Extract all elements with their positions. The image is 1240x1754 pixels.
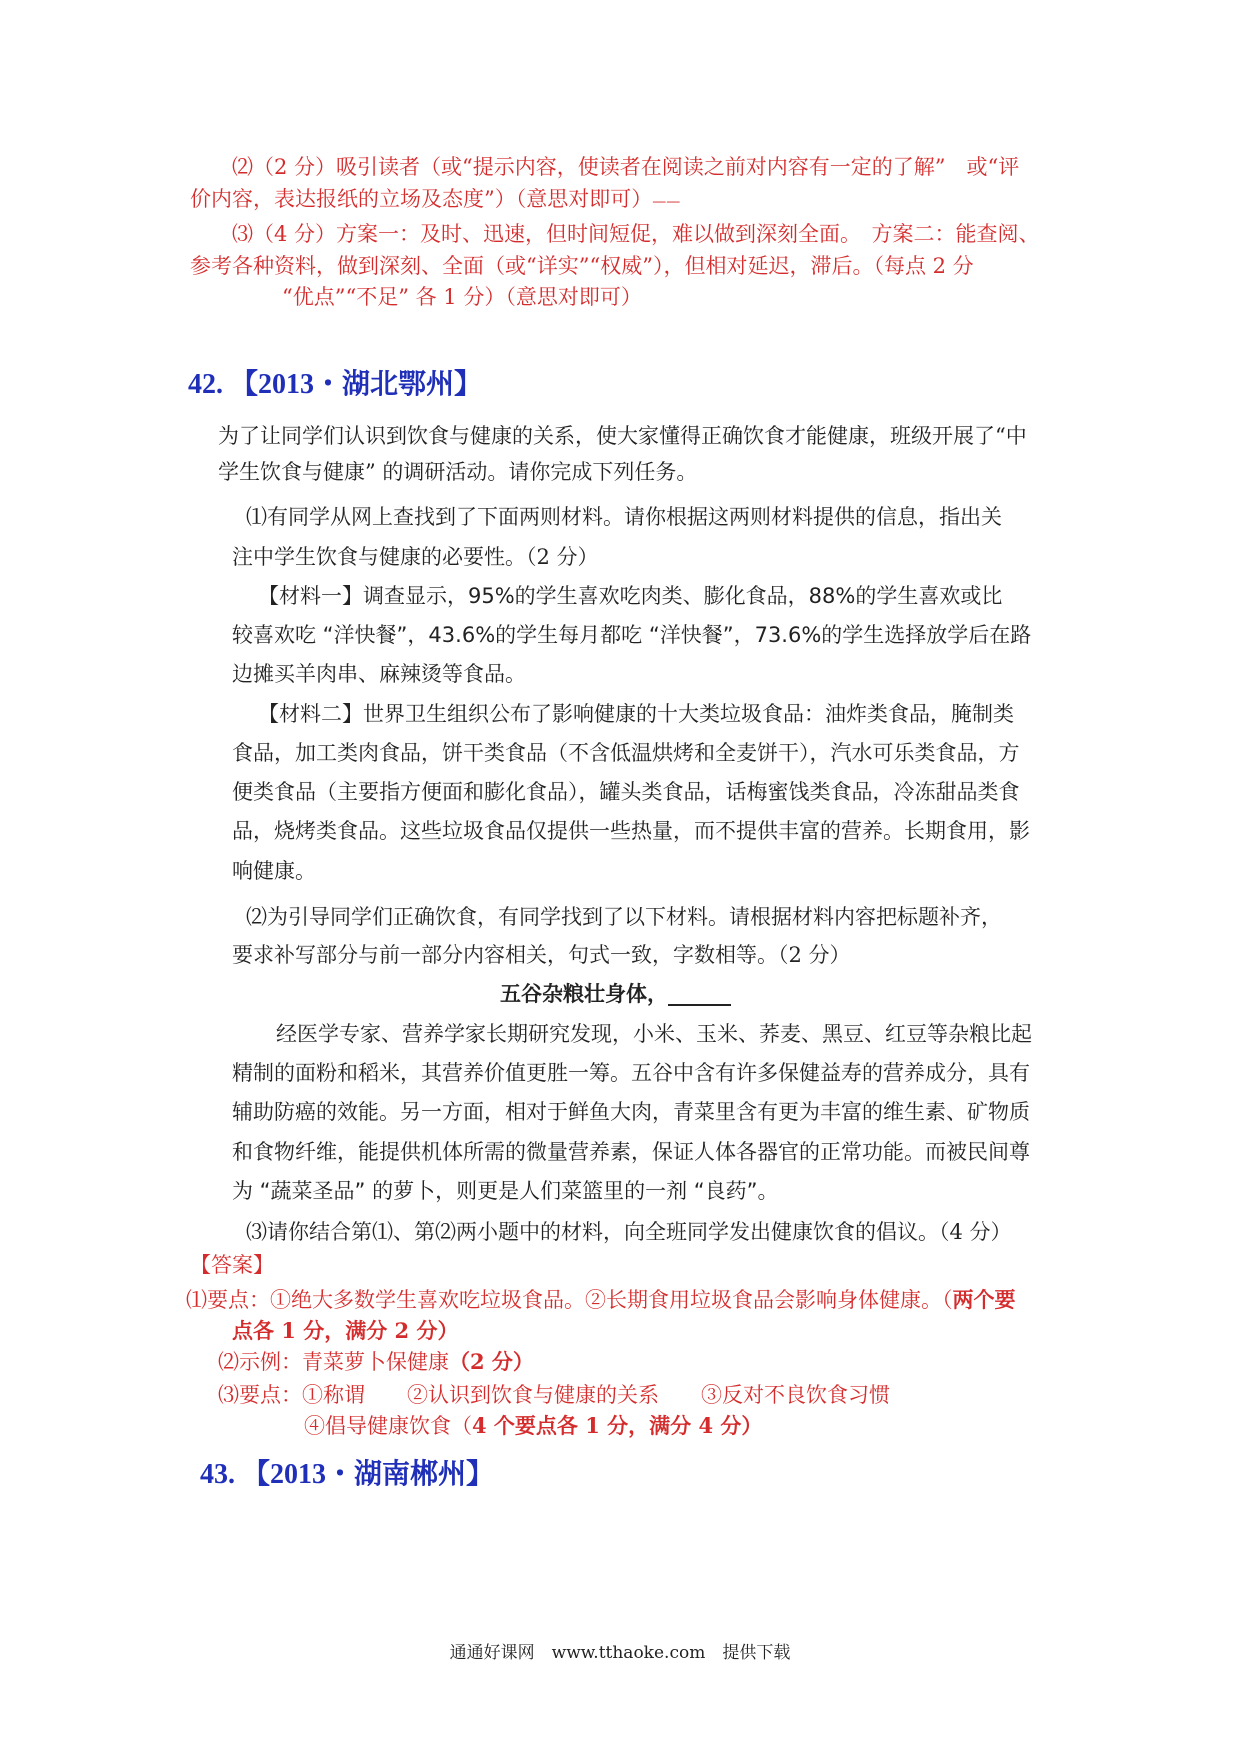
answer-2-text: ⑵示例：青菜萝卜保健康 [218,1350,449,1374]
q42-sub1-line-1: ⑴有同学从网上查找到了下面两则材料。请你根据这两则材料提供的信息，指出关 [246,505,1002,529]
passage-line-1: 经医学专家、营养学家长期研究发现，小米、玉米、荞麦、黑豆、红豆等杂粮比起 [276,1022,1032,1046]
prev-answer-line-2-text: 价内容，表达报纸的立场及态度”）（意思对即可） [190,187,653,211]
answer-3-line-2 [304,1411,762,1441]
passage-line-5: 为 “蔬菜圣品” 的萝卜，则更是人们菜篮里的一剂 “良药”。 [232,1179,779,1203]
answer-1-line-2: 点各 1 分，满分 2 分） [232,1318,459,1343]
answer-3-line-2-text: ④倡导健康饮食（ [304,1414,472,1438]
material-1-line-3: 边摊买羊肉串、麻辣烫等食品。 [232,662,526,686]
q42-sub2-line-1: ⑵为引导同学们正确饮食，有同学找到了以下材料。请根据材料内容把标题补齐， [246,905,1002,929]
prev-answer-line-3: ⑶（4 分）方案一：及时、迅速，但时间短促，难以做到深刻全面。 方案二：能查阅、 [232,222,1040,246]
page-footer: 通通好课网 www.tthaoke.com 提供下载 [449,1643,791,1663]
answer-2-score: （2 分） [449,1349,534,1374]
answer-1-line-1 [186,1285,1016,1315]
material-2-line-2: 食品，加工类肉食品，饼干类食品（不含低温烘烤和全麦饼干），汽水可乐类食品，方 [232,741,1020,765]
question-43-heading: 43. 【2013・湖南郴州】 [200,1459,495,1490]
passage-line-2: 精制的面粉和稻米，其营养价值更胜一筹。五谷中含有许多保健益寿的营养成分，具有 [232,1061,1030,1085]
passage-title: 五谷杂粮壮身体，______ [500,982,731,1006]
prev-answer-line-4: 参考各种资料，做到深刻、全面（或“详实”“权威”），但相对延迟，滞后。（每点 2 分 [190,254,974,278]
question-42-heading: 42. 【2013・湖北鄂州】 [188,369,483,400]
material-2-line-3: 便类食品（主要指方便面和膨化食品），罐头类食品，话梅蜜饯类食品，冷冻甜品类食 [232,780,1020,804]
q42-intro-line-1: 为了让同学们认识到饮食与健康的关系，使大家懂得正确饮食才能健康，班级开展了“中 [218,424,1027,448]
prev-answer-line-2: 价内容，表达报纸的立场及态度”）（意思对即可）—— [190,187,681,211]
material-2-line-1: 【材料二】世界卫生组织公布了影响健康的十大类垃圾食品：油炸类食品，腌制类 [258,702,1014,726]
material-1-line-1: 【材料一】调查显示，95%的学生喜欢吃肉类、膨化食品，88%的学生喜欢或比 [258,584,1003,608]
answer-1-line-1-bold: 两个要 [952,1287,1016,1312]
q42-intro-line-2: 学生饮食与健康” 的调研活动。请你完成下列任务。 [218,460,698,484]
answer-2 [218,1347,534,1377]
q42-sub3: ⑶请你结合第⑴、第⑵两小题中的材料，向全班同学发出健康饮食的倡议。（4 分） [246,1220,1012,1244]
material-1-line-2: 较喜欢吃 “洋快餐”，43.6%的学生每月都吃 “洋快餐”，73.6%的学生选择放学后在路 [232,623,1032,647]
answer-3-line-1: ⑶要点：①称谓 ②认识到饮食与健康的关系 ③反对不良饮食习惯 [218,1383,890,1407]
passage-line-4: 和食物纤维，能提供机体所需的微量营养素，保证人体各器官的正常功能。而被民间尊 [232,1140,1030,1164]
q42-sub2-line-2: 要求补写部分与前一部分内容相关，句式一致，字数相等。（2 分） [232,943,851,967]
answer-label: 【答案】 [190,1253,274,1277]
answer-3-line-2-score: 4 个要点各 1 分，满分 4 分） [472,1413,763,1438]
material-2-line-5: 响健康。 [232,859,316,883]
passage-line-3: 辅助防癌的效能。另一方面，相对于鲜鱼大肉，青菜里含有更为丰富的维生素、矿物质 [232,1100,1030,1124]
answer-1-line-1-text: ⑴要点：①绝大多数学生喜欢吃垃圾食品。②长期食用垃圾食品会影响身体健康。（ [186,1288,953,1312]
prev-answer-line-1: ⑵（2 分）吸引读者（或“提示内容，使读者在阅读之前对内容有一定的了解” 或“评 [232,155,1020,179]
prev-answer-line-5: “优点”“不足” 各 1 分）（意思对即可） [282,285,642,309]
q42-sub1-line-2: 注中学生饮食与健康的必要性。（2 分） [232,545,599,569]
material-2-line-4: 品，烧烤类食品。这些垃圾食品仅提供一些热量，而不提供丰富的营养。长期食用，影 [232,819,1030,843]
